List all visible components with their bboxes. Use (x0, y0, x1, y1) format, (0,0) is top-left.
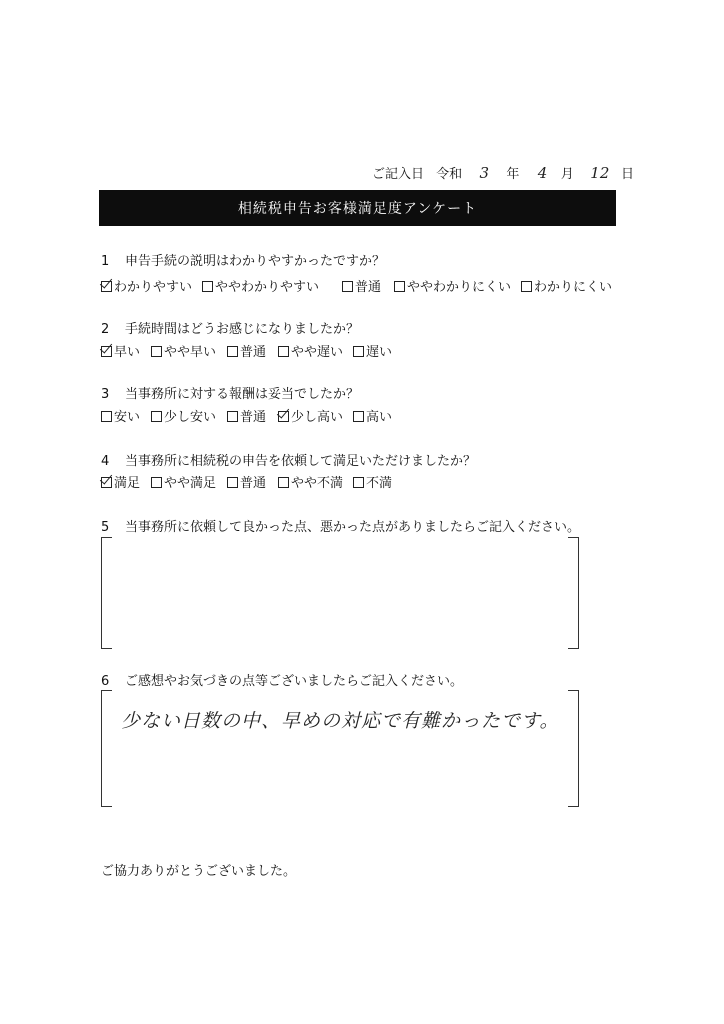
question-number: 4 (101, 454, 110, 469)
option-label: 普通 (240, 345, 267, 360)
question-text: ご感想やお気づきの点等ございましたらご記入ください。 (125, 674, 464, 689)
option-label: 安い (114, 410, 141, 425)
option-q1-2[interactable] (202, 276, 319, 295)
option-q1-4[interactable] (394, 276, 511, 295)
checkbox-icon[interactable] (151, 346, 162, 357)
checkbox-icon[interactable] (227, 346, 238, 357)
checkbox-checked-icon[interactable] (101, 346, 112, 357)
option-label: やや不満 (291, 476, 344, 491)
checkbox-checked-icon[interactable] (101, 477, 112, 488)
option-q3-3[interactable] (227, 406, 266, 425)
question-3 (101, 383, 359, 402)
option-q3-5[interactable] (353, 406, 392, 425)
date-year-unit: 年 (506, 167, 520, 182)
option-label: 普通 (240, 410, 267, 425)
option-label: ややわかりやすい (215, 280, 320, 295)
checkbox-icon[interactable] (202, 281, 213, 292)
option-label: 早い (114, 345, 141, 360)
checkbox-icon[interactable] (151, 477, 162, 488)
option-label: 満足 (114, 476, 141, 491)
option-label: 少し高い (291, 410, 344, 425)
closing-message: ご協力ありがとうございました。 (101, 864, 297, 879)
checkbox-icon[interactable] (353, 477, 364, 488)
option-q2-4[interactable] (278, 341, 343, 360)
option-q4-1[interactable] (101, 472, 140, 491)
option-label: やや早い (164, 345, 217, 360)
date-month-unit: 月 (560, 167, 574, 182)
survey-title-bar (99, 190, 616, 226)
option-q3-2[interactable] (151, 406, 216, 425)
checkbox-icon[interactable] (278, 477, 289, 488)
option-q2-5[interactable] (353, 341, 392, 360)
option-label: わかりやすい (114, 280, 193, 295)
option-label: 少し安い (164, 410, 217, 425)
option-label: 遅い (366, 345, 393, 360)
option-q4-3[interactable] (227, 472, 266, 491)
question-6 (101, 670, 463, 689)
checkbox-icon[interactable] (227, 411, 238, 422)
option-label: 不満 (366, 476, 393, 491)
option-q3-4[interactable] (278, 406, 343, 425)
checkbox-icon[interactable] (278, 346, 289, 357)
checkbox-icon[interactable] (151, 411, 162, 422)
option-label: ややわかりにくい (407, 280, 512, 295)
option-q1-5[interactable] (521, 276, 612, 295)
entry-date (372, 163, 634, 182)
option-q2-3[interactable] (227, 341, 266, 360)
date-era: 令和 (436, 167, 463, 182)
option-q2-1[interactable] (101, 341, 140, 360)
left-bracket (101, 690, 112, 807)
question-number: 3 (101, 387, 110, 402)
checkbox-icon[interactable] (227, 477, 238, 488)
date-label: ご記入日 (372, 167, 425, 182)
question-5-answer-area[interactable] (101, 537, 579, 650)
question-4 (101, 450, 476, 469)
question-1 (101, 250, 385, 269)
option-q4-2[interactable] (151, 472, 216, 491)
option-label: わかりにくい (534, 280, 613, 295)
question-2 (101, 318, 359, 337)
checkbox-icon[interactable] (521, 281, 532, 292)
date-day-unit: 日 (620, 167, 634, 182)
question-text: 手続時間はどうお感じになりましたか？ (125, 322, 360, 337)
date-month-value[interactable]: 4 (537, 164, 548, 182)
question-number: 5 (101, 520, 110, 535)
question-text: 申告手続の説明はわかりやすかったですか？ (125, 254, 386, 269)
question-5 (101, 516, 580, 535)
right-bracket (568, 690, 579, 807)
option-label: 普通 (355, 280, 382, 295)
option-q1-1[interactable] (101, 276, 192, 295)
option-q4-5[interactable] (353, 472, 392, 491)
question-number: 6 (101, 674, 110, 689)
option-q3-1[interactable] (101, 406, 140, 425)
checkbox-icon[interactable] (394, 281, 405, 292)
checkbox-icon[interactable] (342, 281, 353, 292)
option-label: 高い (366, 410, 393, 425)
question-number: 2 (101, 322, 110, 337)
question-number: 1 (101, 254, 110, 269)
checkbox-checked-icon[interactable] (101, 281, 112, 292)
option-q2-2[interactable] (151, 341, 216, 360)
left-bracket (101, 537, 112, 649)
checkbox-icon[interactable] (353, 346, 364, 357)
right-bracket (568, 537, 579, 649)
checkbox-checked-icon[interactable] (278, 411, 289, 422)
checkbox-icon[interactable] (353, 411, 364, 422)
option-label: やや遅い (291, 345, 344, 360)
survey-title: 相続税申告お客様満足度アンケート (237, 201, 478, 217)
question-text: 当事務所に依頼して良かった点、悪かった点がありましたらご記入ください。 (125, 520, 581, 535)
question-text: 当事務所に相続税の申告を依頼して満足いただけましたか？ (125, 454, 477, 469)
date-year-value[interactable]: 3 (479, 164, 490, 182)
question-text: 当事務所に対する報酬は妥当でしたか？ (125, 387, 360, 402)
question-6-handwritten-answer: 少ない日数の中、早めの対応で有難かったです。 (121, 710, 560, 732)
option-q4-4[interactable] (278, 472, 343, 491)
option-label: 普通 (240, 476, 267, 491)
checkbox-icon[interactable] (101, 411, 112, 422)
option-label: やや満足 (164, 476, 217, 491)
option-q1-3[interactable] (342, 276, 381, 295)
date-day-value[interactable]: 12 (590, 164, 610, 182)
